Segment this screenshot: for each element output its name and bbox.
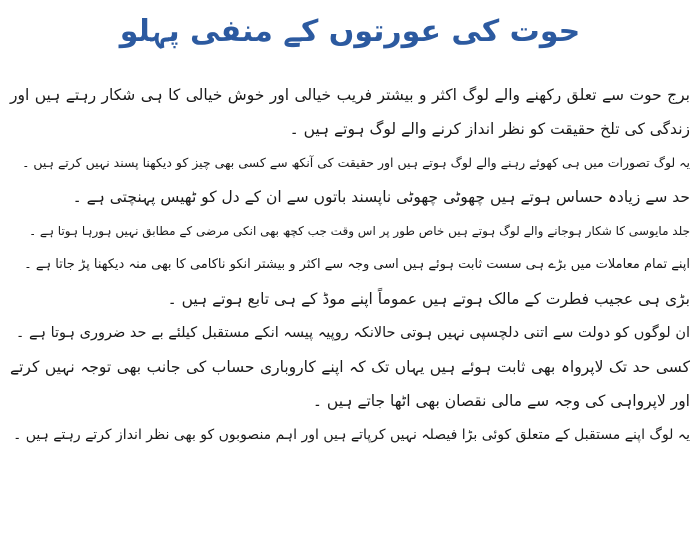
paragraph: ان لوگوں کو دولت سے اتنی دلچسپی نہیں ہوتی حالانکہ روپیہ پیسہ انکے مستقبل کیلئے بے حد ضروری ہوتا ہے ۔ <box>15 325 690 341</box>
article-title: حوت کی عورتوں کے منفی پہلو <box>119 14 581 49</box>
paragraph: یہ لوگ اپنے مستقبل کے متعلق کوئی بڑا فیصلہ نہیں کرپاتے ہیں اور اہم منصوبوں کو بھی نظر انداز کرتے رہتے ہیں ۔ <box>13 427 690 443</box>
paragraph: کسی حد تک لاپرواہ بھی ثابت ہوئے ہیں یہاں تک کہ اپنے کاروباری حساب کی جانب بھی توجہ نہیں کرتے اور لاپرواہی کی وجہ سے مالی نقصان بھی اٹھا جاتے ہیں ۔ <box>10 358 690 410</box>
paragraph: اپنے تمام معاملات میں بڑے ہی سست ثابت ہوئے ہیں اسی وجہ سے اکثر و بیشتر انکو ناکامی کا بھی منہ دیکھنا پڑ جاتا ہے ۔ <box>24 257 690 272</box>
paragraph: یہ لوگ تصورات میں ہی کھوئے رہنے والے لوگ ہوتے ہیں اور حقیقت کی آنکھ سے کسی بھی چیز کو دیکھنا پسند نہیں کرتے ہیں ۔ <box>22 155 690 170</box>
paragraph: برج حوت سے تعلق رکھنے والے لوگ اکثر و بیشتر فریب خیالی اور خوش خیالی کا ہی شکار رہتے ہیں اور زندگی کی تلخ حقیقت کو نظر انداز کرنے والے لوگ ہوتے ہیں ۔ <box>10 86 690 138</box>
paragraph: بڑی ہی عجیب فطرت کے مالک ہوتے ہیں عموماً اپنے موڈ کے ہی تابع ہوتے ہیں ۔ <box>167 290 690 308</box>
paragraph: حد سے زیادہ حساس ہوتے ہیں چھوٹی چھوٹی ناپسند باتوں سے ان کے دل کو ٹھیس پہنچتی ہے ۔ <box>72 188 690 206</box>
paragraph: جلد مایوسی کا شکار ہوجانے والے لوگ ہوتے ہیں خاص طور پر اس وقت جب کچھ بھی انکی مرضی کے مطابق نہیں ہورہا ہوتا ہے ۔ <box>29 224 690 238</box>
article-body <box>10 78 690 452</box>
